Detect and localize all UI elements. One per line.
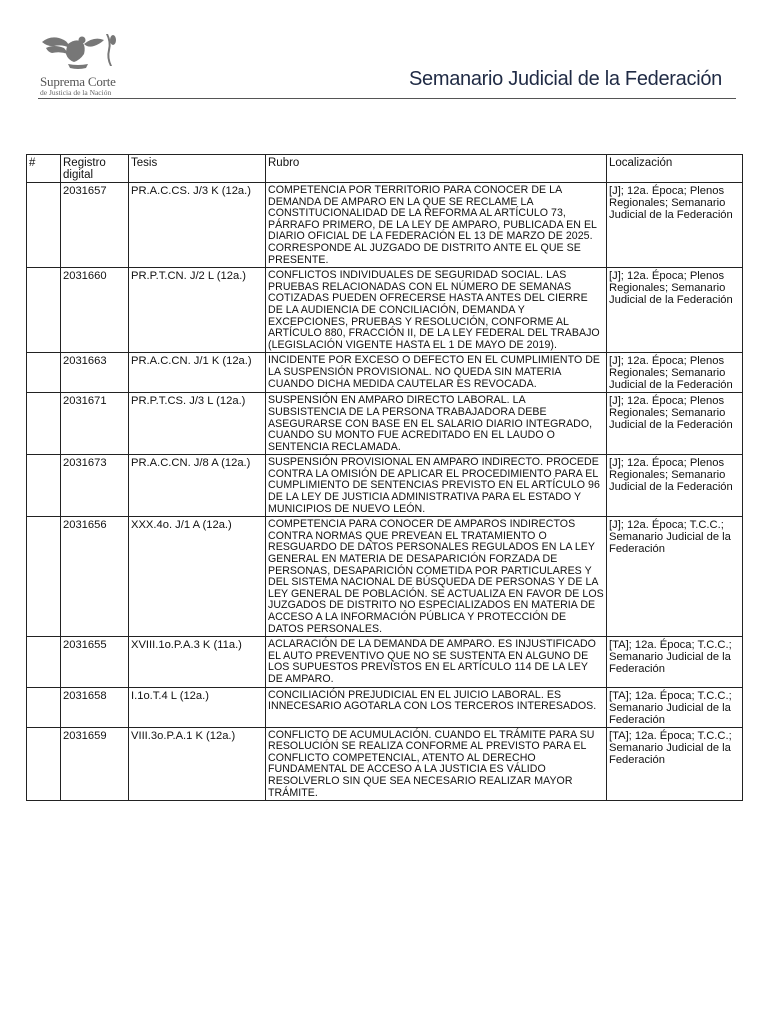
cell-rubro[interactable]: ACLARACIÓN DE LA DEMANDA DE AMPARO. ES INJUSTIFICADO EL AUTO PREVENTIVO QUE NO SE SUSTENTA EN ALGUNO DE LOS SUPUESTOS PREVISTOS EN EL ARTÍCULO 114 DE LA LEY DE AMPARO.: [266, 637, 607, 687]
cell-rubro[interactable]: SUSPENSIÓN EN AMPARO DIRECTO LABORAL. LA SUBSISTENCIA DE LA PERSONA TRABAJADORA DEBE ASEGURARSE CON BASE EN EL SALARIO DIARIO INTEGRADO, CUANDO SU MONTO FUE ACREDITADO EN EL LAUDO O SENTENCIA RECLAMADA.: [266, 393, 607, 455]
cell-number: [27, 393, 61, 455]
header-divider: [38, 98, 736, 99]
cell-registro-digital: 2031657: [61, 183, 129, 268]
cell-registro-digital: 2031659: [61, 727, 129, 801]
column-header-number: #: [27, 155, 61, 183]
column-header-tesis: Tesis: [129, 155, 266, 183]
cell-localizacion: [J]; 12a. Época; Plenos Regionales; Semanario Judicial de la Federación: [607, 455, 743, 517]
cell-tesis: PR.P.T.CS. J/3 L (12a.): [129, 393, 266, 455]
cell-number: [27, 183, 61, 268]
table-row: [27, 727, 743, 801]
table-row: [27, 687, 743, 727]
cell-tesis: XVIII.1o.P.A.3 K (11a.): [129, 637, 266, 687]
table-body: [27, 183, 743, 801]
cell-number: [27, 455, 61, 517]
table-row: [27, 353, 743, 393]
cell-tesis: PR.A.C.CN. J/1 K (12a.): [129, 353, 266, 393]
suprema-corte-logo: [38, 30, 128, 100]
table-header-row: [27, 155, 743, 183]
column-header-registro: Registro digital: [61, 155, 129, 183]
table-row: [27, 268, 743, 353]
cell-number: [27, 687, 61, 727]
cell-localizacion: [J]; 12a. Época; Plenos Regionales; Semanario Judicial de la Federación: [607, 353, 743, 393]
cell-rubro[interactable]: COMPETENCIA PARA CONOCER DE AMPAROS INDIRECTOS CONTRA NORMAS QUE PREVEAN EL TRATAMIENTO O RESGUARDO DE DATOS PERSONALES REGULADOS EN LA LEY GENERAL EN MATERIA DE DESAPARICIÓN FORZADA DE PERSONAS, DESAPARICIÓN COMETIDA POR PARTICULARES Y DEL SISTEMA NACIONAL DE BÚSQUEDA DE PERSONAS Y DE LA LEY GENERAL DE POBLACIÓN. SE ACTUALIZA EN FAVOR DE LOS JUZGADOS DE DISTRITO NO ESPECIALIZADOS EN MATERIA DE ACCESO A LA INFORMACIÓN PÚBLICA Y PROTECCIÓN DE DATOS PERSONALES.: [266, 517, 607, 637]
cell-rubro[interactable]: CONFLICTO DE ACUMULACIÓN. CUANDO EL TRÁMITE PARA SU RESOLUCIÓN SE REALIZA CONFORME AL PREVISTO PARA EL CONFLICTO COMPETENCIAL, ATENTO AL DERECHO FUNDAMENTAL DE ACCESO A LA JUSTICIA ES VÁLIDO RESOLVERLO SIN QUE SEA NECESARIO REALIZAR MAYOR TRÁMITE.: [266, 727, 607, 801]
column-header-localizacion: Localización: [607, 155, 743, 183]
cell-tesis: I.1o.T.4 L (12a.): [129, 687, 266, 727]
eagle-emblem-icon: [38, 30, 128, 72]
cell-tesis: PR.A.C.CS. J/3 K (12a.): [129, 183, 266, 268]
cell-registro-digital: 2031660: [61, 268, 129, 353]
cell-tesis: PR.A.C.CN. J/8 A (12a.): [129, 455, 266, 517]
cell-registro-digital: 2031673: [61, 455, 129, 517]
cell-number: [27, 268, 61, 353]
table-row: [27, 517, 743, 637]
results-table: [26, 154, 743, 801]
cell-localizacion: [TA]; 12a. Época; T.C.C.; Semanario Judicial de la Federación: [607, 637, 743, 687]
cell-rubro[interactable]: SUSPENSIÓN PROVISIONAL EN AMPARO INDIRECTO. PROCEDE CONTRA LA OMISIÓN DE APLICAR EL PROCEDIMIENTO PARA EL CUMPLIMIENTO DE SENTENCIAS PREVISTO EN EL ARTÍCULO 96 DE LA LEY DE JUSTICIA ADMINISTRATIVA PARA EL ESTADO Y MUNICIPIOS DE NUEVO LEÓN.: [266, 455, 607, 517]
cell-tesis: PR.P.T.CN. J/2 L (12a.): [129, 268, 266, 353]
cell-localizacion: [J]; 12a. Época; Plenos Regionales; Semanario Judicial de la Federación: [607, 183, 743, 268]
cell-number: [27, 727, 61, 801]
page-header: [0, 0, 768, 100]
cell-localizacion: [TA]; 12a. Época; T.C.C.; Semanario Judicial de la Federación: [607, 727, 743, 801]
cell-registro-digital: 2031655: [61, 637, 129, 687]
table-row: [27, 183, 743, 268]
cell-number: [27, 353, 61, 393]
table-row: [27, 455, 743, 517]
logo-text-primary: Suprema Corte: [40, 74, 116, 89]
table-row: [27, 393, 743, 455]
table-row: [27, 637, 743, 687]
cell-localizacion: [J]; 12a. Época; Plenos Regionales; Semanario Judicial de la Federación: [607, 393, 743, 455]
cell-rubro[interactable]: CONFLICTOS INDIVIDUALES DE SEGURIDAD SOCIAL. LAS PRUEBAS RELACIONADAS CON EL NÚMERO DE SEMANAS COTIZADAS PUEDEN OFRECERSE HASTA ANTES DEL CIERRE DE LA AUDIENCIA DE CONCILIACIÓN, DEMANDA Y EXCEPCIONES, PRUEBAS Y RESOLUCIÓN, CONFORME AL ARTÍCULO 880, FRACCIÓN II, DE LA LEY FEDERAL DEL TRABAJO (LEGISLACIÓN VIGENTE HASTA EL 1 DE MAYO DE 2019).: [266, 268, 607, 353]
site-title: Semanario Judicial de la Federación: [408, 68, 722, 90]
cell-registro-digital: 2031671: [61, 393, 129, 455]
cell-tesis: VIII.3o.P.A.1 K (12a.): [129, 727, 266, 801]
logo-text-secondary: de Justicia de la Nación: [40, 88, 112, 97]
cell-number: [27, 637, 61, 687]
cell-tesis: XXX.4o. J/1 A (12a.): [129, 517, 266, 637]
cell-localizacion: [J]; 12a. Época; T.C.C.; Semanario Judicial de la Federación: [607, 517, 743, 637]
cell-rubro[interactable]: INCIDENTE POR EXCESO O DEFECTO EN EL CUMPLIMIENTO DE LA SUSPENSIÓN PROVISIONAL. NO QUEDA SIN MATERIA CUANDO DICHA MEDIDA CAUTELAR ES REVOCADA.: [266, 353, 607, 393]
cell-number: [27, 517, 61, 637]
cell-rubro[interactable]: CONCILIACIÓN PREJUDICIAL EN EL JUICIO LABORAL. ES INNECESARIO AGOTARLA CON LOS TERCEROS INTERESADOS.: [266, 687, 607, 727]
cell-localizacion: [TA]; 12a. Época; T.C.C.; Semanario Judicial de la Federación: [607, 687, 743, 727]
cell-registro-digital: 2031663: [61, 353, 129, 393]
cell-registro-digital: 2031656: [61, 517, 129, 637]
cell-registro-digital: 2031658: [61, 687, 129, 727]
cell-localizacion: [J]; 12a. Época; Plenos Regionales; Semanario Judicial de la Federación: [607, 268, 743, 353]
cell-rubro[interactable]: COMPETENCIA POR TERRITORIO PARA CONOCER DE LA DEMANDA DE AMPARO EN LA QUE SE RECLAME LA CONSTITUCIONALIDAD DE LA REFORMA AL ARTÍCULO 73, PÁRRAFO PRIMERO, DE LA LEY DE AMPARO, PUBLICADA EN EL DIARIO OFICIAL DE LA FEDERACIÓN EL 13 DE MARZO DE 2025. CORRESPONDE AL JUZGADO DE DISTRITO ANTE EL QUE SE PRESENTE.: [266, 183, 607, 268]
column-header-rubro: Rubro: [266, 155, 607, 183]
